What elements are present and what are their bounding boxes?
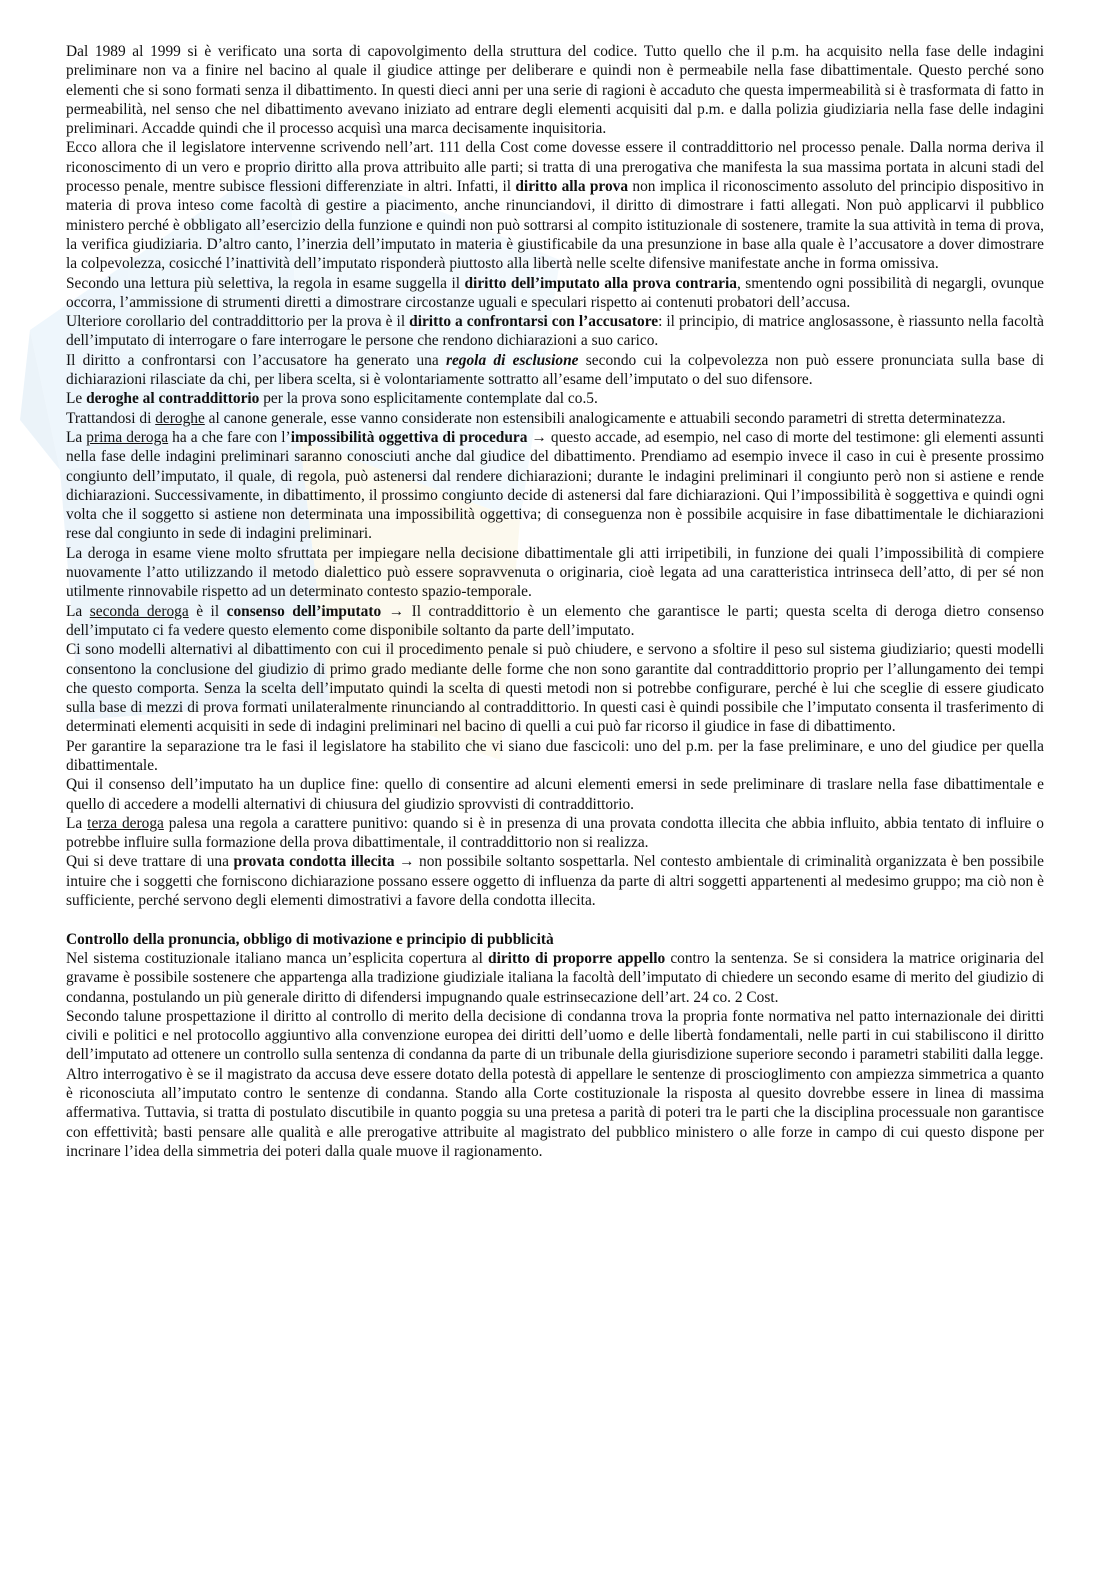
paragraph	[66, 389, 1044, 408]
text-run: Ulteriore corollario del contraddittorio per la prova è il	[66, 313, 410, 331]
text-run: , smentendo ogni possibilità di negargli, ovunque occorra, l’ammissione di strumenti diretti a dimostrare circostanze uguali e speculari rispetto ai contenuti probatori dell’accusa.	[66, 274, 1044, 311]
bold-term: deroghe al contraddittorio	[86, 390, 260, 408]
underlined-term: seconda deroga	[89, 602, 189, 620]
paragraph	[66, 640, 1044, 736]
text-run: ha a che fare con l’	[168, 428, 291, 446]
paragraph	[66, 1007, 1044, 1065]
paragraph	[66, 274, 1044, 313]
text-run: Qui il consenso dell’imputato ha un duplice fine: quello di consentire ad alcuni elementi emersi in sede preliminare di traslare nella fase dibattimentale e quello di accedere a modelli alternativi di chiusura del giudizio sprovvisti di contraddittorio.	[66, 776, 1044, 813]
text-run: contro la sentenza. Se si considera la matrice originaria del gravame è possibile sostenere che appartenga alla tradizione giudiziale italiana la facoltà dell’imputato di chiedere un secondo esame di merito del giudizio di condanna, postulando un più generale diritto di difendersi impugnando quale estrinsecazione dell’art. 24 co. 2 Cost.	[66, 949, 1044, 1006]
bold-term: consenso dell’imputato	[226, 602, 382, 620]
text-run: Secondo una lettura più selettiva, la regola in esame suggella il	[66, 274, 465, 292]
section-gap	[66, 910, 1044, 929]
text-run: La	[66, 428, 87, 446]
text-run: La	[66, 814, 88, 832]
underlined-term: deroghe	[155, 409, 205, 427]
paragraph	[66, 1065, 1044, 1161]
document-body	[66, 42, 1044, 1161]
paragraph	[66, 602, 1044, 641]
text-run: La	[66, 602, 90, 620]
text-run: al canone generale, esse vanno considerate non estensibili analogicamente e attuabili secondo parametri di stretta determinatezza.	[204, 409, 1006, 427]
paragraph	[66, 351, 1044, 390]
text-run: per la prova sono esplicitamente contemplate dal co.5.	[259, 390, 598, 408]
text-run: Trattandosi di	[66, 409, 156, 427]
text-run: Ecco allora che il legislatore intervenne scrivendo nell’art. 111 della Cost come dovesse essere il contraddittorio nel processo penale. Dalla norma deriva il riconoscimento di un vero e proprio diritto alla prova attribuito alle parti; si tratta di una prerogativa che manifesta la sua massima portata in alcuni stadi del processo penale, mentre subisce flessioni differenziate in altri. Infatti, il	[66, 139, 1044, 196]
bold-term: diritto dell’imputato alla prova contraria	[464, 274, 737, 292]
paragraph	[66, 814, 1044, 853]
paragraph	[66, 312, 1044, 351]
paragraph	[66, 544, 1044, 602]
paragraph	[66, 775, 1044, 814]
bold-term: diritto di proporre appello	[488, 949, 666, 967]
paragraph	[66, 737, 1044, 776]
paragraph	[66, 138, 1044, 273]
bold-term: impossibilità oggettiva di procedura	[290, 428, 528, 446]
text-run: Per garantire la separazione tra le fasi il legislatore ha stabilito che vi siano due fascicoli: uno del p.m. per la fase preliminare, e uno del giudice per quella dibattimentale.	[66, 737, 1044, 774]
section-text	[66, 949, 1044, 1161]
paragraph	[66, 852, 1044, 910]
text-run: La deroga in esame viene molto sfruttata per impiegare nella decisione dibattimentale gli atti irripetibili, in funzione dei quali l’impossibilità di compiere nuovamente l’atto utilizzando il metodo dialettico può essere sopravvenuta o originaria, cioè legata ad una caratteristica intrinseca dell’atto, di per sé non utilmente rinnovabile rispetto ad un determinato contesto spazio-temporale.	[66, 544, 1044, 601]
text-run: Il diritto a confrontarsi con l’accusatore ha generato una	[66, 351, 446, 369]
bold-term: provata condotta illecita	[233, 853, 395, 871]
bold-term: diritto a confrontarsi con l’accusatore	[409, 313, 659, 331]
paragraph	[66, 949, 1044, 1007]
underlined-term: prima deroga	[86, 428, 169, 446]
text-run: : il principio, di matrice anglosassone, è riassunto nella facoltà dell’imputato di interrogare o fare interrogare le persone che rendono dichiarazioni a suo carico.	[66, 313, 1044, 350]
text-run: secondo cui la colpevolezza non può essere pronunciata sulla base di dichiarazioni rilasciate da chi, per libera scelta, si è volontariamente sottratto all’esame dell’imputato o del suo difensore.	[66, 351, 1044, 389]
text-run: → Il contraddittorio è un elemento che garantisce le parti; questa scelta di deroga dietro consenso dell’imputato ci fa vedere questo elemento come disponibile soltanto da parte dell’imputato.	[66, 602, 1044, 639]
main-text	[66, 42, 1044, 910]
underlined-term: terza deroga	[87, 814, 164, 832]
text-run: → questo accade, ad esempio, nel caso di morte del testimone: gli elementi assunti nella fase delle indagini preliminari saranno conosciuti anche dal giudice del dibattimento. Prendiamo ad esempio invece il caso in cui è presente prossimo congiunto dell’imputato, il quale, di regola, può astenersi dal rendere dichiarazioni; durante le indagini preliminari il congiunto però non si astiene e rende dichiarazioni. Successivamente, in dibattimento, il prossimo congiunto decide di astenersi dal fare dichiarazioni. Qui l’impossibilità è soggettiva e quindi ogni volta che il soggetto si astiene non determinata una impossibilità oggettiva; di conseguenza non è possibile acquisire in fase dibattimentale le dichiarazioni rese dal congiunto in sede di indagini preliminari.	[66, 428, 1044, 543]
text-run: è il	[188, 602, 227, 620]
bold-term: diritto alla prova	[515, 178, 629, 196]
text-run: non implica il riconoscimento assoluto del principio dispositivo in materia di prova inteso come facoltà di gestire a piacimento, anche rinunciandovi, il diritto di dimostrare i fatti allegati. Non può applicarvi il pubblico ministero perché è obbligato all’esercizio della funzione e quindi non può sottrarsi al compito istituzionale di sostenere, tramite la sua attività in tema di prova, la verifica giudiziaria. D’altro canto, l’inerzia dell’imputato in materia è giustificabile da una presunzione in base alla quale è l’accusatore a dover dimostrare la colpevolezza, cosicché l’inattività dell’imputato risponderà piuttosto alla libertà nelle scelte difensive manifestate anche in forma omissiva.	[66, 178, 1045, 273]
text-run: Nel sistema costituzionale italiano manca un’esplicita copertura al	[66, 949, 489, 967]
paragraph	[66, 409, 1044, 428]
text-run: Le	[66, 390, 87, 408]
bold-italic-term: regola di esclusione	[445, 351, 579, 369]
text-run: Ci sono modelli alternativi al dibattimento con cui il procedimento penale si può chiudere, e servono a sfoltire il peso sul sistema giudiziario; questi modelli consentono la conclusione del giudizio di primo grado mediante delle forme che non sono garantite dal contraddittorio proprio per l’allungamento dei tempi che questo comporta. Senza la scelta dell’imputato quindi la scelta di questi metodi non si potrebbe configurare, perché è lui che sceglie di essere giudicato sulla base di mezzi di prova formati unilateralmente rinunciando al contraddittorio. In questi casi è quindi possibile che l’imputato consenta il trasferimento di determinati elementi acquisiti in sede di indagini preliminari nel bacino di quelli a cui può far ricorso il giudice in fase di dibattimento.	[66, 641, 1044, 736]
text-run: Qui si deve trattare di una	[66, 853, 234, 871]
paragraph	[66, 428, 1044, 544]
section-heading: Controllo della pronuncia, obbligo di motivazione e principio di pubblicità	[66, 930, 554, 948]
text-run: → non possibile soltanto sospettarla. Nel contesto ambientale di criminalità organizzata è ben possibile intuire che i soggetti che forniscono dichiarazione possano essere oggetto di influenza da parte di altri soggetti appartenenti al medesimo gruppo; ma ciò non è sufficiente, perché servono degli elementi dimostrativi a favore della condotta illecita.	[66, 853, 1044, 910]
text-run: palesa una regola a carattere punitivo: quando si è in presenza di una provata condotta illecita che abbia influito, abbia tentato di influire o potrebbe influire sulla formazione della prova dibattimentale, il contraddittorio non si realizza.	[66, 814, 1044, 852]
paragraph	[66, 42, 1044, 138]
text-run: Secondo talune prospettazione il diritto al controllo di merito della decisione di condanna trova la propria fonte normativa nel patto internazionale dei diritti civili e politici e nel protocollo aggiuntivo alla convenzione europea dei diritti dell’uomo e delle libertà fondamentali, nelle parti in cui stabiliscono il diritto dell’imputato ad ottenere un controllo sulla sentenza di condanna da parte di un tribunale della giurisdizione superiore secondo i parametri stabiliti dalla legge.	[66, 1007, 1044, 1064]
text-run: Altro interrogativo è se il magistrato da accusa deve essere dotato della potestà di appellare le sentenze di proscioglimento con ampiezza simmetrica a quanto è riconosciuta all’imputato contro le sentenze di condanna. Stando alla Corte costituzionale la risposta al quesito dovrebbe essere in linea di massima affermativa. Tuttavia, si tratta di postulato discutibile in quanto poggia su una pretesa a parità di poteri tra le parti che la disciplina processuale non garantisce con effettività; basti pensare alle qualità e alle prerogative attribuite al magistrato del pubblico ministero o alle forze in campo di cui questo dispone per incrinare l’idea della simmetria dei poteri dalla quale muove il ragionamento.	[66, 1065, 1044, 1160]
text-run: Dal 1989 al 1999 si è verificato una sorta di capovolgimento della struttura del codice. Tutto quello che il p.m. ha acquisito nella fase delle indagini preliminare non va a finire nel bacino al quale il giudice attinge per deliberare e quindi non è permeabile nella fase dibattimentale. Questo perché sono elementi che si sono formati senza il dibattimento. In questi dieci anni per una serie di ragioni è accaduto che questa impermeabilità si è trasformata di fatto in permeabilità, nel senso che nel dibattimento avevano iniziato ad entrare degli elementi acquisiti dal p.m. e dalla polizia giudiziaria nella fase delle indagini preliminari. Accadde quindi che il processo acquisì una marca decisamente inquisitoria.	[66, 43, 1044, 138]
